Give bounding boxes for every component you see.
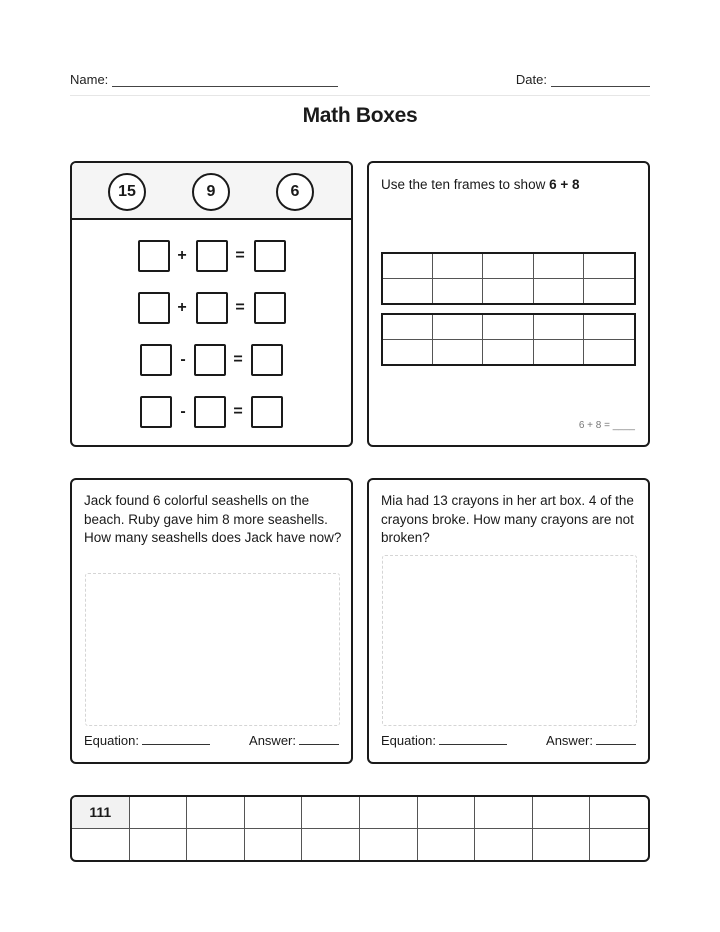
ten-frame-cell[interactable] [433,279,483,304]
equation-row-3 [72,344,351,376]
counting-grid-panel [70,795,650,862]
counting-cell[interactable] [418,829,476,861]
ten-frames-panel [367,161,650,447]
word-problem-text: Jack found 6 colorful seashells on the beach. Ruby gave him 8 more seashells. How many seashells does Jack have now? [84,493,342,545]
ten-frame-cell[interactable] [534,254,584,279]
counting-cell[interactable] [302,829,360,861]
ten-frame-cell[interactable] [584,340,634,365]
ten-frame-cell[interactable] [383,254,433,279]
ten-frame-cell[interactable] [584,254,634,279]
work-area[interactable] [85,573,340,726]
ten-frame-1 [381,252,636,305]
ten-frame-cell[interactable] [483,279,533,304]
word-problem-panel-1 [70,478,353,764]
minus-sign: - [180,403,186,420]
equals-sign: = [235,299,245,316]
ten-frame-2 [381,313,636,366]
equation-label: Equation: [84,733,139,748]
number-circle-1: 15 [108,173,146,211]
ten-frame-cell[interactable] [433,315,483,340]
counting-cell[interactable] [590,797,648,829]
name-field[interactable] [70,72,338,87]
header-divider [70,95,650,96]
answer-box[interactable] [194,344,226,376]
counting-cell[interactable] [302,797,360,829]
counting-cell[interactable] [130,797,188,829]
counting-start-cell: 111 [72,797,130,829]
equation-row-4 [72,396,351,428]
date-field[interactable] [516,72,650,87]
counting-cell[interactable] [533,829,591,861]
ten-frame-cell[interactable] [483,254,533,279]
counting-cell[interactable] [590,829,648,861]
ten-frame-cell[interactable] [383,340,433,365]
word-problem-text: Mia had 13 crayons in her art box. 4 of the crayons broke. How many crayons are not broken? [381,493,634,545]
answer-label: Answer: [546,733,593,748]
counting-cell[interactable] [475,797,533,829]
ten-frame-cell[interactable] [534,340,584,365]
student-info-row [70,72,650,88]
answer-box[interactable] [251,344,283,376]
equation-blank-line[interactable] [142,734,210,745]
ten-frame-cell[interactable] [383,315,433,340]
counting-cell[interactable] [475,829,533,861]
ten-frame-cell[interactable] [433,340,483,365]
work-area[interactable] [382,555,637,726]
name-label: Name: [70,72,109,87]
equals-sign: = [235,247,245,264]
equation-blank-line[interactable] [439,734,507,745]
equation-label: Equation: [381,733,436,748]
ten-frames-answer-prompt: 6 + 8 = ____ [578,420,635,431]
answer-box[interactable] [254,292,286,324]
ten-frame-cell[interactable] [584,315,634,340]
answer-box[interactable] [196,292,228,324]
counting-cell[interactable] [72,829,130,861]
plus-sign: + [177,299,187,316]
counting-cell[interactable] [245,797,303,829]
ten-frame-cell[interactable] [584,279,634,304]
counting-grid [72,797,648,860]
instruction-expression: 6 + 8 [549,177,580,192]
answer-box[interactable] [251,396,283,428]
instruction-text: Use the ten frames to show [381,177,550,192]
ten-frame-cell[interactable] [433,254,483,279]
answer-box[interactable] [138,240,170,272]
equation-field[interactable] [84,733,210,748]
equation-row-1 [72,240,351,272]
counting-cell[interactable] [187,797,245,829]
counting-cell[interactable] [418,797,476,829]
word-problem-panel-2 [367,478,650,764]
number-circle-2: 9 [192,173,230,211]
ten-frame-cell[interactable] [483,340,533,365]
answer-label: Answer: [249,733,296,748]
date-label: Date: [515,72,547,87]
ten-frame-cell[interactable] [483,315,533,340]
answer-blank-line[interactable] [596,734,636,745]
number-circle-3: 6 [276,173,314,211]
ten-frame-cell[interactable] [383,279,433,304]
ten-frame-cell[interactable] [534,279,584,304]
answer-box[interactable] [138,292,170,324]
answer-field[interactable] [249,733,339,748]
answer-box[interactable] [254,240,286,272]
equation-field[interactable] [381,733,507,748]
ten-frames-instruction [381,177,579,192]
plus-sign: + [177,247,187,264]
minus-sign: - [180,351,186,368]
answer-box[interactable] [194,396,226,428]
answer-box[interactable] [140,344,172,376]
answer-box[interactable] [140,396,172,428]
counting-cell[interactable] [245,829,303,861]
fact-family-panel [70,161,353,447]
page-title: Math Boxes [302,104,418,127]
counting-cell[interactable] [360,797,418,829]
counting-cell[interactable] [187,829,245,861]
counting-cell[interactable] [533,797,591,829]
date-blank-line[interactable] [551,76,650,87]
answer-blank-line[interactable] [299,734,339,745]
equals-sign: = [233,351,243,368]
fact-family-numbers [72,163,351,220]
name-blank-line[interactable] [112,76,338,87]
equation-row-2 [72,292,351,324]
answer-box[interactable] [196,240,228,272]
answer-field[interactable] [546,733,636,748]
ten-frame-cell[interactable] [534,315,584,340]
equals-sign: = [233,403,243,420]
counting-cell[interactable] [360,829,418,861]
counting-cell[interactable] [130,829,188,861]
